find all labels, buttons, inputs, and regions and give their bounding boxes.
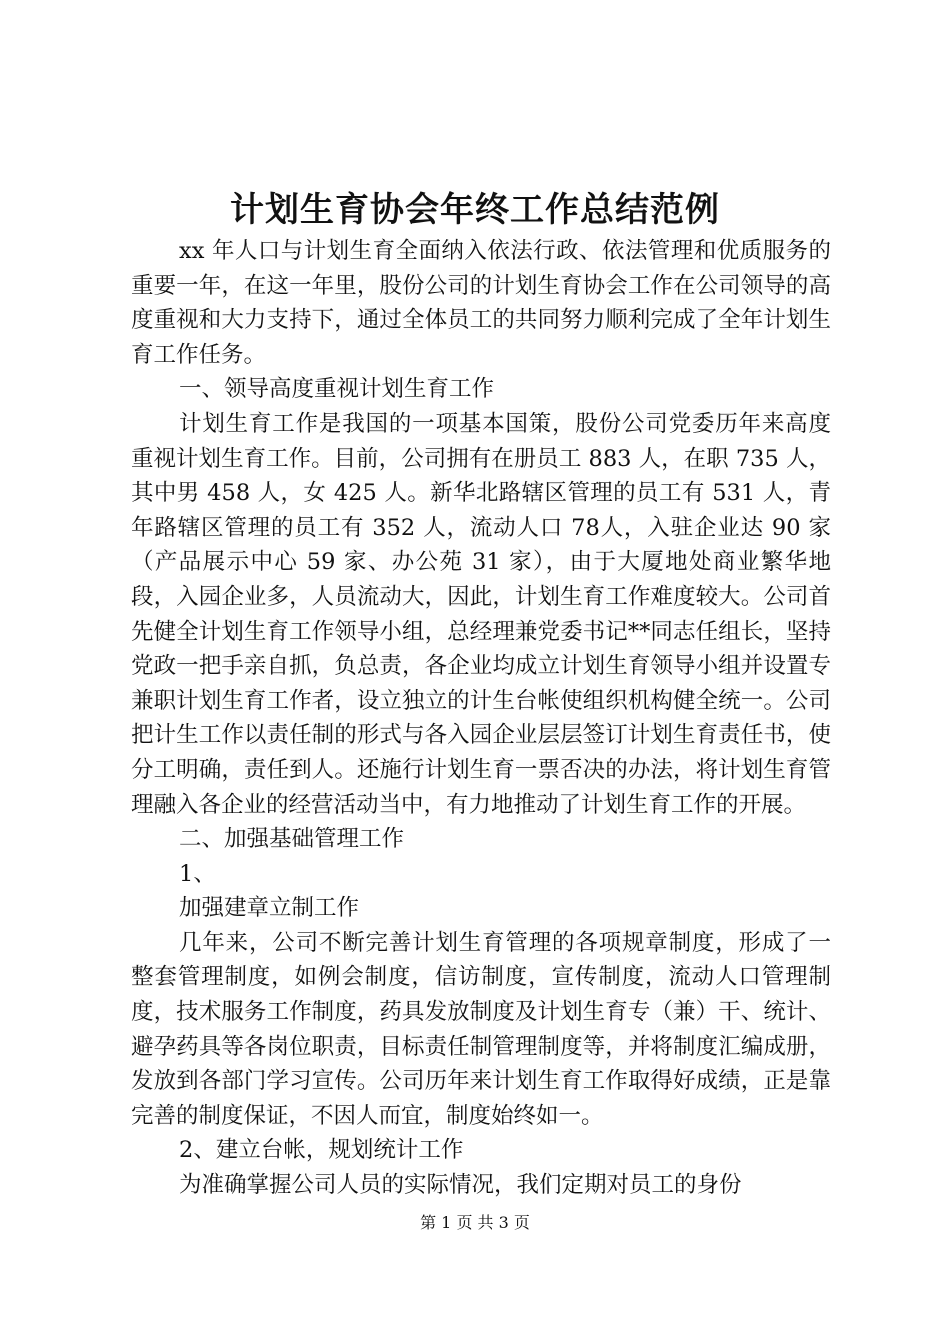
subsection-number-1: 1、 [179, 860, 216, 887]
paragraph-subsection-1: 几年来，公司不断完善计划生育管理的各项规章制度，形成了一整套管理制度，如例会制度，信访制度，宣传制度，流动人口管理制度，技术服务工作制度，药具发放制度及计划生育专（兼）干、统计、避孕药具等各岗位职责，目标责任制管理制度等，并将制度汇编成册，发放到各部门学习宣传。公司历年来计划生育工作取得好成绩，正是靠完善的制度保证，不因人而宜，制度始终如一。 [131, 929, 831, 1129]
section-heading-1: 一、领导高度重视计划生育工作 [179, 376, 495, 403]
page-number-footer: 第 1 页 共 3 页 [420, 1213, 530, 1232]
subsection-heading-2: 2、建立台帐，规划统计工作 [179, 1137, 464, 1164]
paragraph-intro: xx 年人口与计划生育全面纳入依法行政、依法管理和优质服务的重要一年，在这一年里，股份公司的计划生育协会工作在公司领导的高度重视和大力支持下，通过全体员工的共同努力顺利完成了全年计划生育工作任务。 [131, 238, 831, 368]
paragraph-subsection-2: 为准确掌握公司人员的实际情况，我们定期对员工的身份 [179, 1172, 742, 1199]
document-title: 计划生育协会年终工作总结范例 [230, 190, 720, 230]
document-body [131, 234, 831, 1203]
section-heading-2: 二、加强基础管理工作 [179, 826, 405, 853]
paragraph-section-1: 计划生育工作是我国的一项基本国策，股份公司党委历年来高度重视计划生育工作。目前，公司拥有在册员工 883 人，在职 735 人，其中男 458 人，女 425 人。新华北路辖区管理的员工有 531 人，青年路辖区管理的员工有 352 人，流动人口 78人，入驻企业达 90 家（产品展示中心 59 家、办公苑 31 家），由于大厦地处商业繁华地段，入园企业多，人员流动大，因此，计划生育工作难度较大。公司首先健全计划生育工作领导小组，总经理兼党委书记**同志任组长，坚持党政一把手亲自抓，负总责，各企业均成立计划生育领导小组并设置专兼职计划生育工作者，设立独立的计生台帐使组织机构健全统一。公司把计生工作以责任制的形式与各入园企业层层签订计划生育责任书，使分工明确，责任到人。还施行计划生育一票否决的办法，将计划生育管理融入各企业的经营活动当中，有力地推动了计划生育工作的开展。 [131, 410, 831, 818]
subsection-heading-1: 加强建章立制工作 [179, 895, 360, 922]
